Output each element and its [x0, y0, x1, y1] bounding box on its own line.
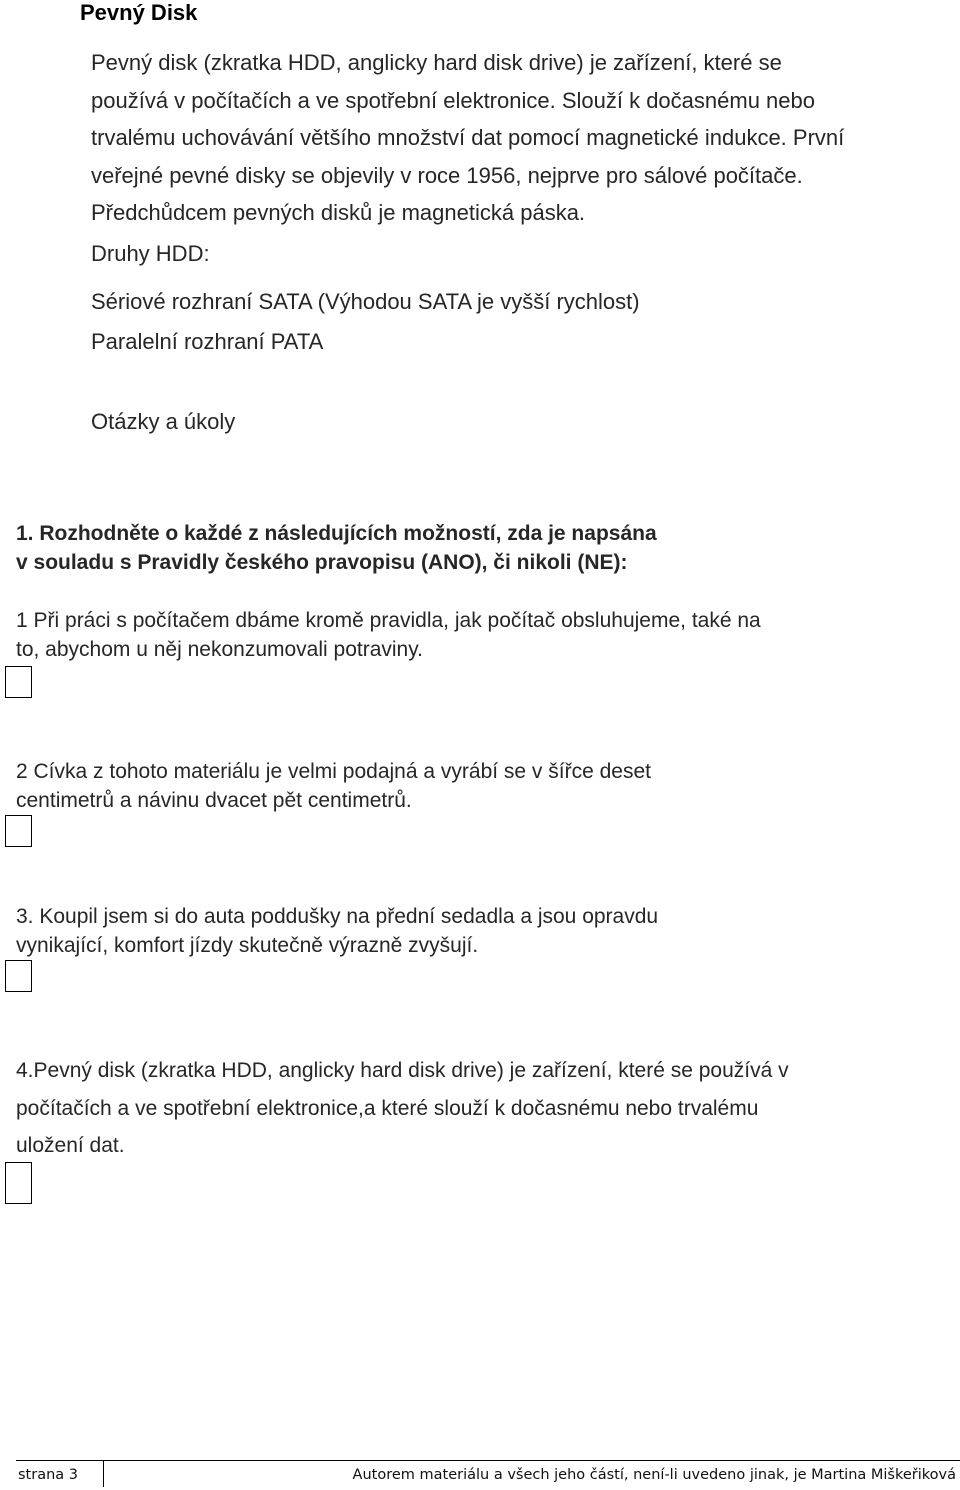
tasks-title: Otázky a úkoly — [91, 409, 236, 434]
page-number: strana 3 — [18, 1467, 78, 1483]
item-line: 4.Pevný disk (zkratka HDD, anglicky hard disk drive) je zařízení, které se používá v — [16, 1059, 789, 1082]
question-line: 1. Rozhodněte o každé z následujících možností, zda je napsána — [16, 522, 657, 545]
question-instruction — [16, 519, 657, 577]
item-line: centimetrů a návinu dvacet pět centimetrů. — [16, 789, 412, 812]
item-line: počítačích a ve spotřební elektronice,a které slouží k dočasnému nebo trvalému — [16, 1096, 759, 1120]
item-3-text — [16, 902, 658, 960]
answer-checkbox-4[interactable] — [5, 1162, 32, 1204]
item-line: uložení dat. — [16, 1134, 125, 1157]
item-4-text — [16, 1052, 789, 1165]
footer-divider — [16, 1460, 960, 1461]
answer-checkbox-1[interactable] — [5, 666, 32, 698]
intro-line: používá v počítačích a ve spotřební elektronice. Slouží k dočasnému nebo — [91, 87, 815, 113]
intro-line: Pevný disk (zkratka HDD, anglicky hard disk drive) je zařízení, které se — [91, 50, 782, 75]
item-line: 1 Při práci s počítačem dbáme kromě pravidla, jak počítač obsluhujeme, také na — [16, 609, 761, 632]
answer-checkbox-3[interactable] — [5, 960, 32, 992]
type-item-pata: Paralelní rozhraní PATA — [91, 329, 324, 354]
item-2-text — [16, 757, 651, 815]
question-line: v souladu s Pravidly českého pravopisu (ANO), či nikoli (NE): — [16, 551, 628, 574]
intro-line: veřejné pevné disky se objevily v roce 1956, nejprve pro sálové počítače. — [91, 162, 803, 188]
item-1-text — [16, 606, 761, 664]
type-item-sata: Sériové rozhraní SATA (Výhodou SATA je vyšší rychlost) — [91, 289, 640, 314]
answer-checkbox-2[interactable] — [5, 815, 32, 847]
item-line: 2 Cívka z tohoto materiálu je velmi podajná a vyrábí se v šířce deset — [16, 760, 651, 783]
item-line: to, abychom u něj nekonzumovali potraviny. — [16, 638, 423, 661]
intro-line: Předchůdcem pevných disků je magnetická páska. — [91, 200, 586, 225]
item-line: 3. Koupil jsem si do auta poddušky na přední sedadla a jsou opravdu — [16, 905, 659, 928]
item-line: vynikající, komfort jízdy skutečně výrazně zvyšují. — [16, 934, 479, 957]
footer-author: Autorem materiálu a všech jeho částí, není-li uvedeno jinak, je Martina Miškeřiková — [352, 1467, 956, 1483]
page-title: Pevný Disk — [80, 0, 198, 25]
types-label: Druhy HDD: — [91, 241, 210, 266]
intro-paragraph — [91, 44, 844, 232]
intro-line: trvalému uchovávání většího množství dat pomocí magnetické indukce. První — [91, 125, 845, 150]
footer-separator — [103, 1461, 104, 1487]
